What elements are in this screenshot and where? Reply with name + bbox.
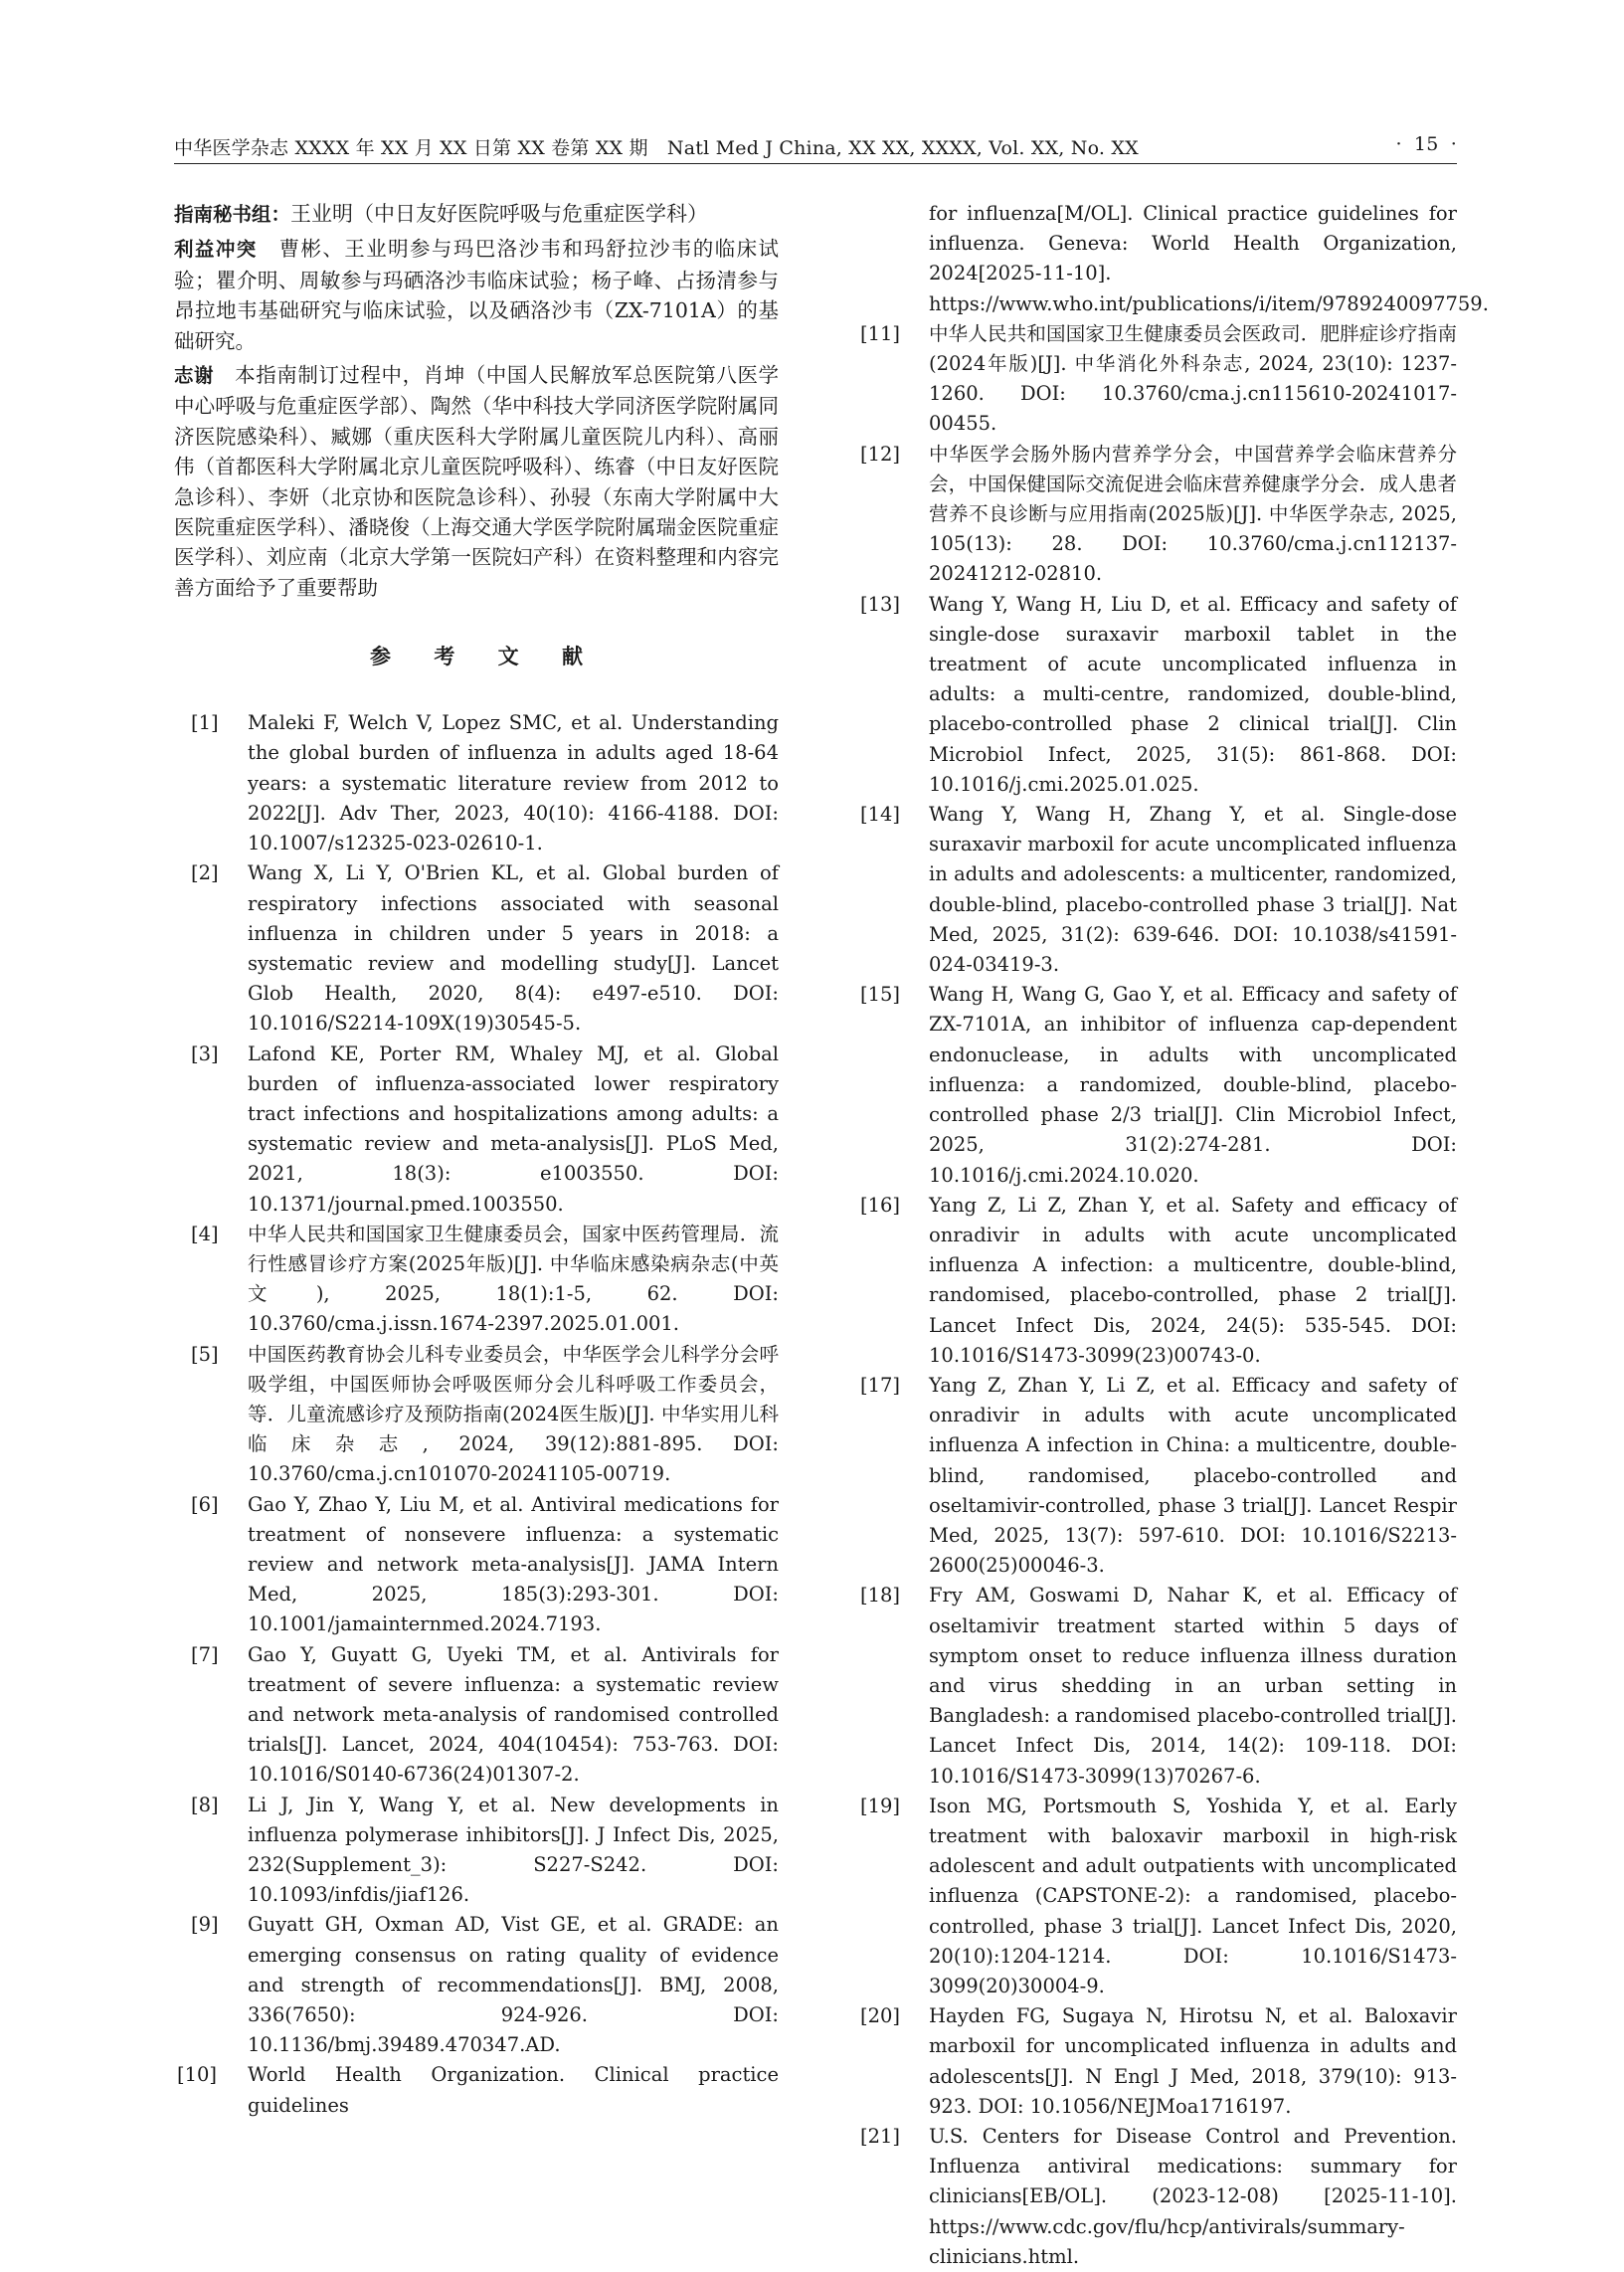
acknowledgement-label: 志谢: [174, 364, 215, 388]
reference-number: [11]: [860, 321, 901, 345]
page-number: · 15 ·: [1395, 133, 1457, 155]
reference-text: Ison MG, Portsmouth S, Yoshida Y, et al. Early treatment with baloxavir marboxil in high-risk adolescent and adult outpatients with uncomplicated influenza (CAPSTONE-2): a randomised, placebo-controlled, phase 3 trial[J]. Lancet Infect Dis, 2020, 20(10):1204-1214. DOI: 10.1016/S1473-3099(20)30004-9.: [929, 1794, 1457, 1997]
reference-text: Wang Y, Wang H, Liu D, et al. Efficacy and safety of single-dose suraxavir marboxil tablet in the treatment of acute uncomplicated influenza in adults: a multi-centre, randomized, double-blind, placebo-controlled phase 2 clinical trial[J]. Clin Microbiol Infect, 2025, 31(5): 861-868. DOI: 10.1016/j.cmi.2025.01.025.: [929, 592, 1457, 796]
reference-item: [174, 1910, 779, 2060]
reference-number: [19]: [860, 1794, 901, 1817]
references-heading: 参 考 文 献: [370, 645, 601, 669]
reference-item: [857, 440, 1457, 590]
reference-number: [17]: [860, 1373, 901, 1397]
reference-number: [9]: [191, 1913, 219, 1937]
reference-item: [857, 2001, 1457, 2122]
running-header: [174, 127, 1457, 164]
reference-number: [8]: [191, 1793, 219, 1816]
reference-text: Guyatt GH, Oxman AD, Vist GE, et al. GRADE: an emerging consensus on rating quality of evidence and strength of recommendations[J]. BMJ, 2008, 336(7650): 924-926. DOI: 10.1136/bmj.39489.470347.AD.: [248, 1913, 779, 2057]
reference-text: 中国医药教育协会儿科专业委员会，中华医学会儿科学分会呼吸学组，中国医师协会呼吸医师分会儿科呼吸工作委员会，等．儿童流感诊疗及预防指南(2024医生版)[J]. 中华实用儿科临床杂志, 2024, 39(12):881-895. DOI: 10.3760/cma.j.cn101070-20241105-00719.: [248, 1342, 779, 1486]
reference-text: Yang Z, Zhan Y, Li Z, et al. Efficacy and safety of onradivir in adults with acute uncomplicated influenza A infection in China: a multicentre, double-blind, randomised, placebo-controlled and oseltamivir-controlled, phase 3 trial[J]. Lancet Respir Med, 2025, 13(7): 597-610. DOI: 10.1016/S2213-2600(25)00046-3.: [929, 1373, 1457, 1578]
conflict-label: 利益冲突: [174, 238, 258, 262]
reference-text: Wang X, Li Y, O'Brien KL, et al. Global burden of respiratory infections associated with seasonal influenza in children under 5 years in 2018: a systematic review and modelling study[J]. Lancet Glob Health, 2020, 8(4): e497-e510. DOI: 10.1016/S2214-109X(19)30545-5.: [248, 861, 779, 1036]
reference-text: Yang Z, Li Z, Zhan Y, et al. Safety and efficacy of onradivir in adults with acute uncomplicated influenza A infection: a multicentre, double-blind, randomised, placebo-controlled, phase 2 trial[J]. Lancet Infect Dis, 2024, 24(5): 535-545. DOI: 10.1016/S1473-3099(23)00743-0.: [929, 1193, 1457, 1367]
acknowledgement-text: 本指南制订过程中，肖坤（中国人民解放军总医院第八医学中心呼吸与危重症医学部）、陶然（华中科技大学同济医学院附属同济医院感染科）、臧娜（重庆医科大学附属儿童医院儿内科）、高丽伟（首都医科大学附属北京儿童医院呼吸科）、练睿（中日友好医院急诊科）、李妍（北京协和医院急诊科）、孙骎（东南大学附属中大医院重症医学科）、潘晓俊（上海交通大学医学院附属瑞金医院重症医学科）、刘应南（北京大学第一医院妇产科）在资料整理和内容完善方面给予了重要帮助: [174, 363, 779, 600]
reference-10-continuation: for influenza[M/OL]. Clinical practice guidelines for influenza. Geneva: World Health Organization, 2024[2025-11-10]. https://www.who.int/publications/i/item/9789240097759.: [929, 202, 1489, 315]
reference-text: 中华医学会肠外肠内营养学分会，中国营养学会临床营养分会，中国保健国际交流促进会临床营养健康学分会．成人患者营养不良诊断与应用指南(2025版)[J]. 中华医学杂志, 2025, 105(13): 28. DOI: 10.3760/cma.j.cn112137-20241212-02810.: [929, 442, 1457, 586]
reference-item: [857, 800, 1457, 980]
reference-item: [174, 858, 779, 1039]
reference-number: [16]: [860, 1193, 901, 1217]
reference-text: 中华人民共和国国家卫生健康委员会医政司．肥胖症诊疗指南(2024年版)[J]. 中华消化外科杂志, 2024, 23(10): 1237-1260. DOI: 10.3760/cma.j.cn115610-20241017-00455.: [929, 321, 1457, 436]
reference-text: Wang H, Wang G, Gao Y, et al. Efficacy and safety of ZX-7101A, an inhibitor of influenza cap-dependent endonuclease, in adults with uncomplicated influenza: a randomized, double-blind, placebo-controlled phase 2/3 trial[J]. Clin Microbiol Infect, 2025, 31(2):274-281. DOI: 10.1016/j.cmi.2024.10.020.: [929, 983, 1457, 1187]
reference-item: [857, 1371, 1457, 1581]
left-column: [174, 199, 779, 2121]
reference-text: Li J, Jin Y, Wang Y, et al. New developments in influenza polymerase inhibitors[J]. J Infect Dis, 2025, 232(Supplement_3): S227-S242. DOI: 10.1093/infdis/jiaf126.: [248, 1793, 779, 1907]
reference-number: [13]: [860, 592, 901, 616]
reference-item: [857, 319, 1457, 440]
reference-item: [174, 1640, 779, 1791]
reference-item: [857, 590, 1457, 800]
reference-text: 中华人民共和国国家卫生健康委员会，国家中医药管理局．流行性感冒诊疗方案(2025年版)[J]. 中华临床感染病杂志(中英文), 2025, 18(1):1-5, 62. DOI: 10.3760/cma.j.issn.1674-2397.2025.01.001.: [248, 1222, 779, 1336]
secretariat-label: 指南秘书组：: [174, 203, 291, 226]
reference-item: [174, 2060, 779, 2120]
reference-text: Lafond KE, Porter RM, Whaley MJ, et al. Global burden of influenza-associated lower respiratory tract infections and hospitalizations among adults: a systematic review and meta-analysis[J]. PLoS Med, 2021, 18(3): e1003550. DOI: 10.1371/journal.pmed.1003550.: [248, 1041, 779, 1216]
reference-text: Fry AM, Goswami D, Nahar K, et al. Efficacy of oseltamivir treatment started within 5 days of symptom onset to reduce influenza illness duration and virus shedding in an urban setting in Bangladesh: a randomised placebo-controlled trial[J]. Lancet Infect Dis, 2014, 14(2): 109-118. DOI: 10.1016/S1473-3099(13)70267-6.: [929, 1584, 1457, 1788]
reference-item: [857, 980, 1457, 1190]
reference-item: [174, 1791, 779, 1911]
reference-number: [15]: [860, 983, 901, 1007]
reference-number: [7]: [191, 1642, 219, 1666]
reference-number: [5]: [191, 1342, 219, 1366]
reference-item: [174, 1490, 779, 1640]
reference-item: [857, 2122, 1457, 2272]
reference-number: [1]: [191, 711, 219, 735]
conflict-text: 曹彬、王业明参与玛巴洛沙韦和玛舒拉沙韦的临床试验；瞿介明、周敏参与玛硒洛沙韦临床试验；杨子峰、占扬清参与昂拉地韦基础研究与临床试验，以及硒洛沙韦（ZX-7101A）的基础研究。: [174, 237, 780, 353]
reference-text: Gao Y, Zhao Y, Liu M, et al. Antiviral medications for treatment of nonsevere influenza: a systematic review and network meta-analysis[J]. JAMA Intern Med, 2025, 185(3):293-301. DOI: 10.1001/jamainternmed.2024.7193.: [248, 1492, 779, 1636]
reference-item: [857, 1792, 1457, 2001]
reference-text: World Health Organization. Clinical practice guidelines: [248, 2063, 779, 2117]
reference-number: [2]: [191, 861, 219, 885]
reference-number: [12]: [860, 442, 901, 466]
reference-text: Maleki F, Welch V, Lopez SMC, et al. Understanding the global burden of influenza in adults aged 18-64 years: a systematic literature review from 2012 to 2022[J]. Adv Ther, 2023, 40(10): 4166-4188. DOI: 10.1007/s12325-023-02610-1.: [248, 711, 779, 855]
reference-text: Gao Y, Guyatt G, Uyeki TM, et al. Antivirals for treatment of severe influenza: a systematic review and network meta-analysis of randomised controlled trials[J]. Lancet, 2024, 404(10454): 753-763. DOI: 10.1016/S0140-6736(24)01307-2.: [248, 1642, 779, 1787]
reference-number: [20]: [860, 2004, 901, 2028]
reference-number: [4]: [191, 1222, 219, 1245]
reference-number: [14]: [860, 803, 901, 827]
reference-text: U.S. Centers for Disease Control and Prevention. Influenza antiviral medications: summary for clinicians[EB/OL]. (2023-12-08) [2025-11-10]. https://www.cdc.gov/flu/hcp/antivirals/summary-clinicians.html.: [929, 2125, 1457, 2268]
reference-number: [6]: [191, 1492, 219, 1516]
reference-number: [21]: [860, 2125, 901, 2148]
reference-list-left: [174, 708, 779, 2121]
reference-number: [10]: [177, 2063, 218, 2087]
reference-text: Wang Y, Wang H, Zhang Y, et al. Single-dose suraxavir marboxil for acute uncomplicated influenza in adults and adolescents: a multicenter, randomized, double-blind, placebo-controlled phase 3 trial[J]. Nat Med, 2025, 31(2): 639-646. DOI: 10.1038/s41591-024-03419-3.: [929, 803, 1457, 977]
right-column: [857, 199, 1489, 2272]
reference-number: [18]: [860, 1584, 901, 1608]
reference-item: [174, 708, 779, 858]
reference-item: [174, 1340, 779, 1490]
reference-item: [174, 1220, 779, 1340]
acknowledgement-section: [174, 360, 779, 603]
reference-item: [857, 1191, 1457, 1371]
reference-item: [857, 1581, 1457, 1791]
secretariat-section: [174, 199, 779, 230]
conflict-section: [174, 234, 779, 356]
journal-citation: 中华医学杂志 XXXX 年 XX 月 XX 日第 XX 卷第 XX 期 Natl Med J China, XX XX, XXXX, Vol. XX, No. XX: [174, 137, 1139, 159]
secretariat-text: 王业明（中日友好医院呼吸与危重症医学科）: [290, 202, 709, 226]
reference-number: [3]: [191, 1041, 219, 1065]
reference-text: Hayden FG, Sugaya N, Hirotsu N, et al. Baloxavir marboxil for uncomplicated influenza in adults and adolescents[J]. N Engl J Med, 2018, 379(10): 913-923. DOI: 10.1056/NEJMoa1716197.: [929, 2004, 1457, 2118]
reference-item: [174, 1040, 779, 1220]
reference-list-right: [857, 319, 1457, 2272]
